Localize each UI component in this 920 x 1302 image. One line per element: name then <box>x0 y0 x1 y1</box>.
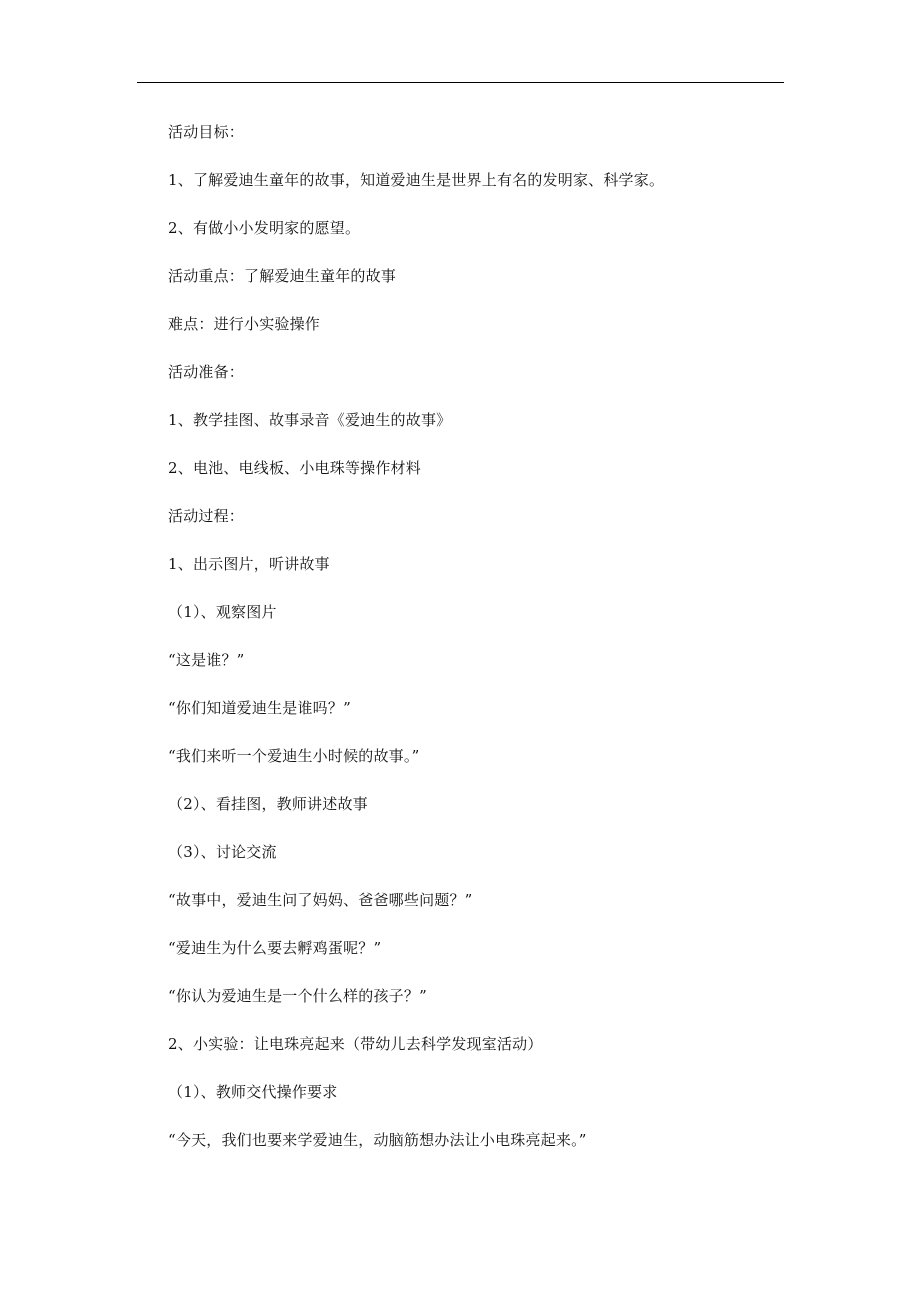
header-rule <box>137 82 784 83</box>
quote-line: “今天，我们也要来学爱迪生，动脑筋想办法让小电珠亮起来。” <box>168 1131 587 1149</box>
quote-line: “爱迪生为什么要去孵鸡蛋呢？” <box>168 939 382 957</box>
process-step-2: 2、小实验：让电珠亮起来（带幼儿去科学发现室活动） <box>168 1035 543 1053</box>
goal-item-1: 1、了解爱迪生童年的故事，知道爱迪生是世界上有名的发明家、科学家。 <box>168 171 665 189</box>
process-substep-1-3: （3）、讨论交流 <box>168 843 277 861</box>
process-substep-2-1: （1）、教师交代操作要求 <box>168 1083 338 1101</box>
preparation-item-2: 2、电池、电线板、小电珠等操作材料 <box>168 459 421 477</box>
process-substep-1-1: （1）、观察图片 <box>168 603 277 621</box>
process-step-1: 1、出示图片，听讲故事 <box>168 555 330 573</box>
quote-line: “你认为爱迪生是一个什么样的孩子？” <box>168 987 427 1005</box>
heading-activity-preparation: 活动准备： <box>168 363 245 381</box>
quote-line: “你们知道爱迪生是谁吗？” <box>168 699 351 717</box>
quote-line: “故事中，爱迪生问了妈妈、爸爸哪些问题？” <box>168 891 473 909</box>
quote-line: “我们来听一个爱迪生小时候的故事。” <box>168 747 420 765</box>
process-substep-1-2: （2）、看挂图，教师讲述故事 <box>168 795 368 813</box>
heading-activity-goals: 活动目标： <box>168 123 245 141</box>
activity-focus: 活动重点：了解爱迪生童年的故事 <box>168 267 397 285</box>
activity-difficulty: 难点：进行小实验操作 <box>168 315 321 333</box>
heading-activity-process: 活动过程： <box>168 507 245 525</box>
preparation-item-1: 1、教学挂图、故事录音《爱迪生的故事》 <box>168 411 452 429</box>
goal-item-2: 2、有做小小发明家的愿望。 <box>168 219 361 237</box>
document-body <box>168 108 778 1164</box>
quote-line: “这是谁？” <box>168 651 245 669</box>
